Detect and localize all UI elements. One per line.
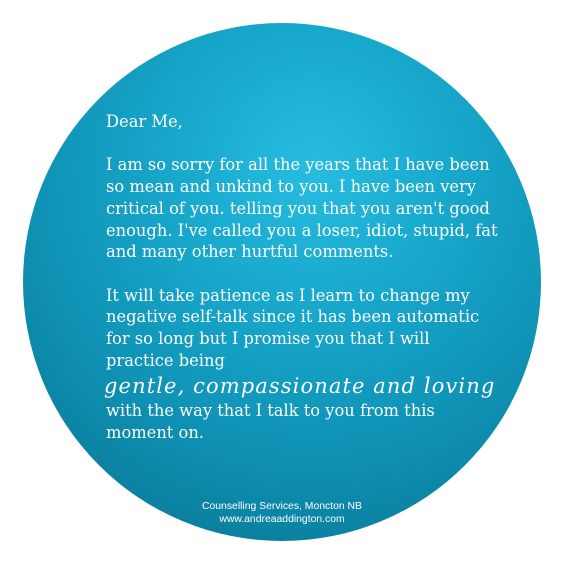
letter-paragraph-apology: I am so sorry for all the years that I have been so mean and unkind to you. I have been very critical of you. telling you that you aren't good enough. I've called you a loser, idiot, stupid, fat and many other hurtful comments. [106,155,498,262]
letter-greeting: Dear Me, [106,112,183,131]
letter-paragraph-promise: It will take patience as I learn to change my negative self-talk since it has been automatic for so long but I promise you that I will practice being [106,285,480,370]
footer-organization: Counselling Services, Moncton NB [202,501,362,512]
footer-credit [0,500,564,526]
letter-closing: with the way that I talk to you from this moment on. [106,401,435,443]
letter-emphasis-phrase: gentle, compassionate and loving [104,374,496,399]
letter-body [106,111,498,444]
footer-website: www.andreaaddington.com [219,514,345,525]
